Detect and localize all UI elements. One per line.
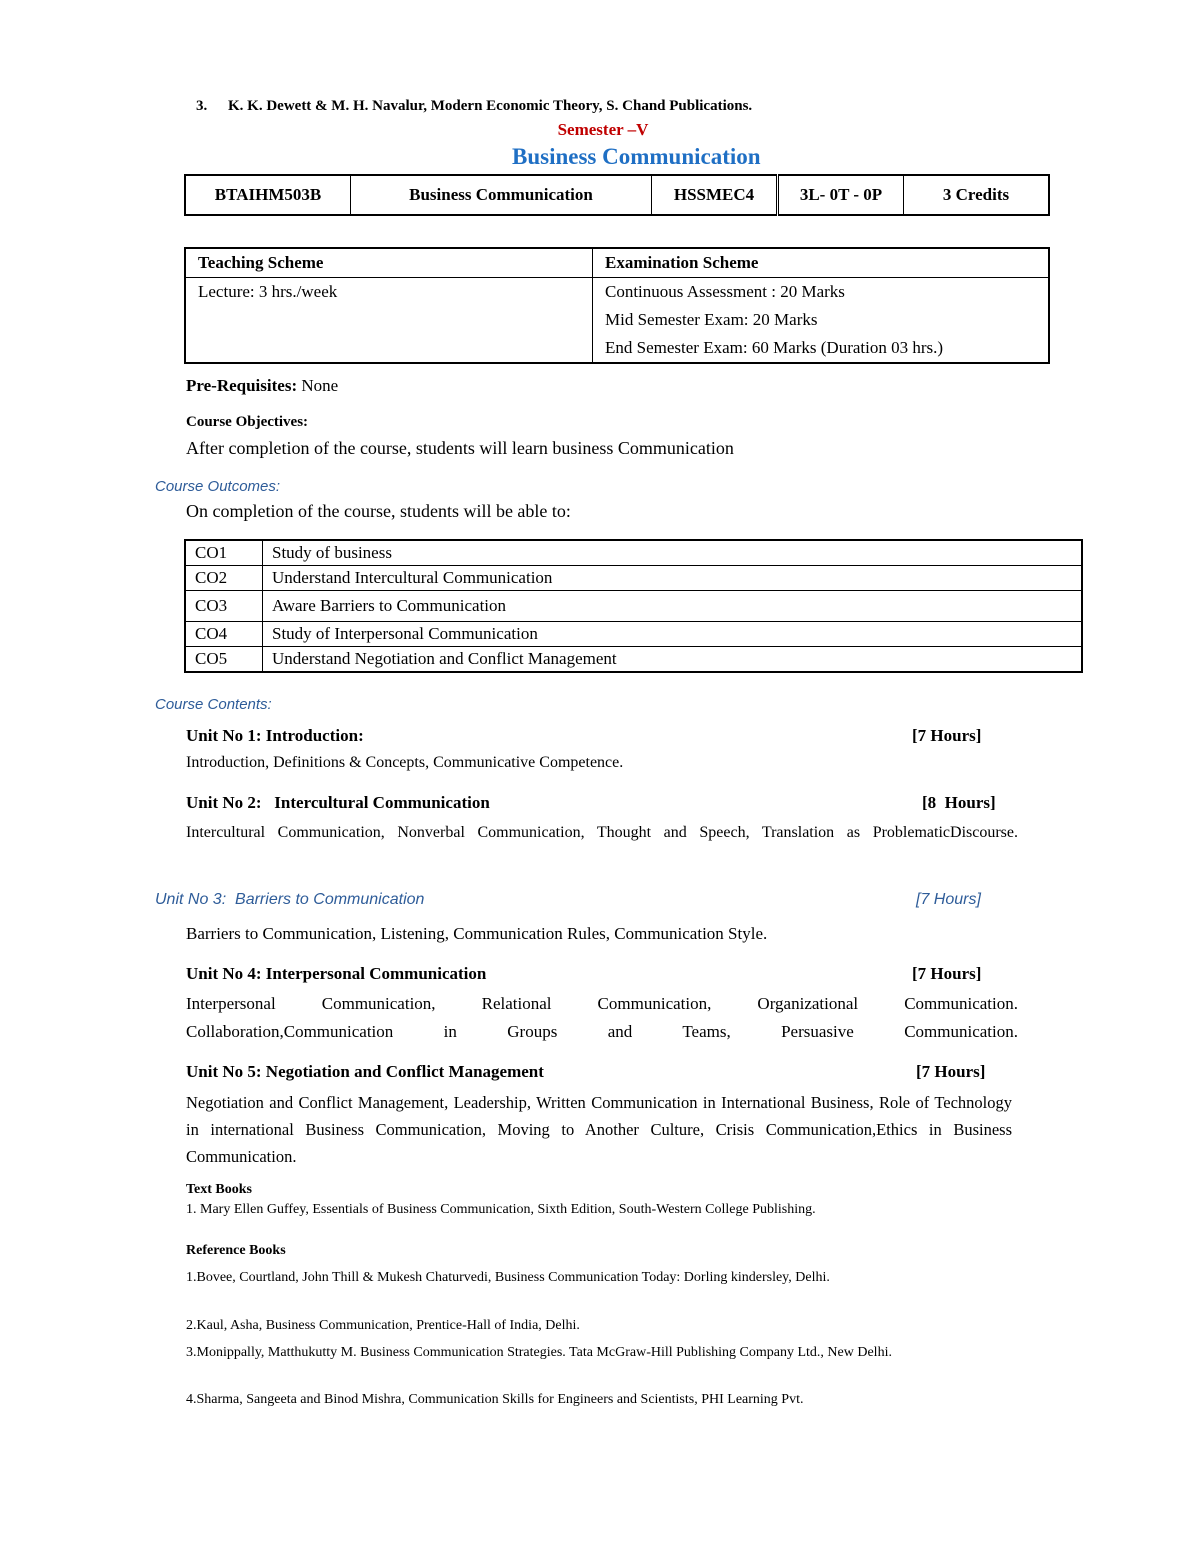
course-credits-cell: 3 Credits bbox=[904, 175, 1050, 215]
scheme-table bbox=[184, 247, 1050, 364]
exam-scheme-value: Continuous Assessment : 20 Marks bbox=[593, 278, 1050, 307]
unit-3-title: Unit No 3: Barriers to Communication bbox=[155, 891, 425, 908]
outcome-text: Study of Interpersonal Communication bbox=[263, 622, 1083, 647]
prerequisites-label: Pre-Requisites: bbox=[186, 376, 298, 395]
outcome-text: Understand Negotiation and Conflict Management bbox=[263, 647, 1083, 673]
reference-book-item: 3.Monippally, Matthukutty M. Business Communication Strategies. Tata McGraw-Hill Publishing Company Ltd., New Delhi. bbox=[186, 1345, 892, 1360]
table-row bbox=[185, 566, 1082, 591]
course-category-cell: HSSMEC4 bbox=[652, 175, 778, 215]
outcome-code: CO2 bbox=[185, 566, 263, 591]
outcomes-heading: Course Outcomes: bbox=[155, 478, 281, 495]
table-row bbox=[185, 540, 1082, 566]
objectives-text: After completion of the course, students will learn business Communication bbox=[186, 438, 734, 458]
unit-5-text: Negotiation and Conflict Management, Leadership, Written Communication in International Business, Role of Technology in international Business Communication, Moving to Another Culture, Crisis Communication,Ethics in Business Communication. bbox=[186, 1093, 1012, 1166]
outcomes-intro: On completion of the course, students will be able to: bbox=[186, 501, 571, 521]
unit-2-text: Intercultural Communication, Nonverbal Communication, Thought and Speech, Translation as ProblematicDiscourse. bbox=[186, 824, 1018, 841]
reference-text: K. K. Dewett & M. H. Navalur, Modern Economic Theory, S. Chand Publications. bbox=[228, 98, 753, 114]
unit-5-title: Unit No 5: Negotiation and Conflict Management bbox=[186, 1062, 544, 1081]
unit-4-text: Interpersonal Communication, Relational Communication, Organizational Communication. Collaboration,Communication in Groups and Teams, Persuasive Communication. bbox=[186, 994, 1018, 1041]
teaching-scheme-header: Teaching Scheme bbox=[185, 248, 593, 278]
unit-2-title: Unit No 2: Intercultural Communication bbox=[186, 793, 490, 812]
reference-number: 3. bbox=[196, 98, 208, 114]
teaching-scheme-value: Lecture: 3 hrs./week bbox=[185, 278, 593, 364]
unit-1-text: Introduction, Definitions & Concepts, Communicative Competence. bbox=[186, 754, 624, 771]
unit-3-text: Barriers to Communication, Listening, Communication Rules, Communication Style. bbox=[186, 924, 768, 943]
outcome-code: CO3 bbox=[185, 591, 263, 622]
outcome-code: CO1 bbox=[185, 540, 263, 566]
unit-4-title: Unit No 4: Interpersonal Communication bbox=[186, 964, 487, 983]
table-row bbox=[185, 622, 1082, 647]
course-code-cell: BTAIHM503B bbox=[185, 175, 351, 215]
outcomes-table bbox=[184, 539, 1083, 673]
table-row bbox=[185, 591, 1082, 622]
course-name-cell: Business Communication bbox=[351, 175, 652, 215]
course-ltp-cell: 3L- 0T - 0P bbox=[778, 175, 904, 215]
course-code-table bbox=[184, 174, 1050, 216]
unit-3-hours: [7 Hours] bbox=[916, 891, 981, 908]
outcome-text: Aware Barriers to Communication bbox=[263, 591, 1083, 622]
exam-scheme-value: Mid Semester Exam: 20 Marks bbox=[593, 306, 1050, 334]
exam-scheme-value: End Semester Exam: 60 Marks (Duration 03 hrs.) bbox=[593, 334, 1050, 363]
top-reference bbox=[196, 98, 752, 115]
prerequisites bbox=[186, 376, 338, 396]
text-books-heading: Text Books bbox=[186, 1182, 253, 1197]
outcome-code: CO5 bbox=[185, 647, 263, 673]
examination-scheme-header: Examination Scheme bbox=[593, 248, 1050, 278]
unit-1-hours: [7 Hours] bbox=[912, 726, 982, 745]
reference-books-heading: Reference Books bbox=[186, 1243, 286, 1258]
table-row bbox=[185, 647, 1082, 673]
unit-2-hours: [8 Hours] bbox=[922, 793, 996, 812]
reference-book-item: 1.Bovee, Courtland, John Thill & Mukesh Chaturvedi, Business Communication Today: Dorling kindersley, Delhi. bbox=[186, 1270, 830, 1285]
unit-4-hours: [7 Hours] bbox=[912, 964, 982, 983]
outcome-text: Understand Intercultural Communication bbox=[263, 566, 1083, 591]
unit-5-hours: [7 Hours] bbox=[916, 1062, 986, 1081]
course-title: Business Communication bbox=[512, 144, 761, 169]
outcome-code: CO4 bbox=[185, 622, 263, 647]
reference-book-item: 4.Sharma, Sangeeta and Binod Mishra, Communication Skills for Engineers and Scientists, PHI Learning Pvt. bbox=[186, 1392, 804, 1407]
prerequisites-value: None bbox=[297, 376, 339, 395]
text-book-item: 1. Mary Ellen Guffey, Essentials of Business Communication, Sixth Edition, South-Western College Publishing. bbox=[186, 1202, 816, 1217]
outcome-text: Study of business bbox=[263, 540, 1083, 566]
contents-heading: Course Contents: bbox=[155, 696, 272, 713]
reference-book-item: 2.Kaul, Asha, Business Communication, Prentice-Hall of India, Delhi. bbox=[186, 1318, 580, 1333]
objectives-heading: Course Objectives: bbox=[186, 414, 309, 430]
unit-1-title: Unit No 1: Introduction: bbox=[186, 726, 364, 745]
semester-heading: Semester –V bbox=[557, 120, 649, 139]
